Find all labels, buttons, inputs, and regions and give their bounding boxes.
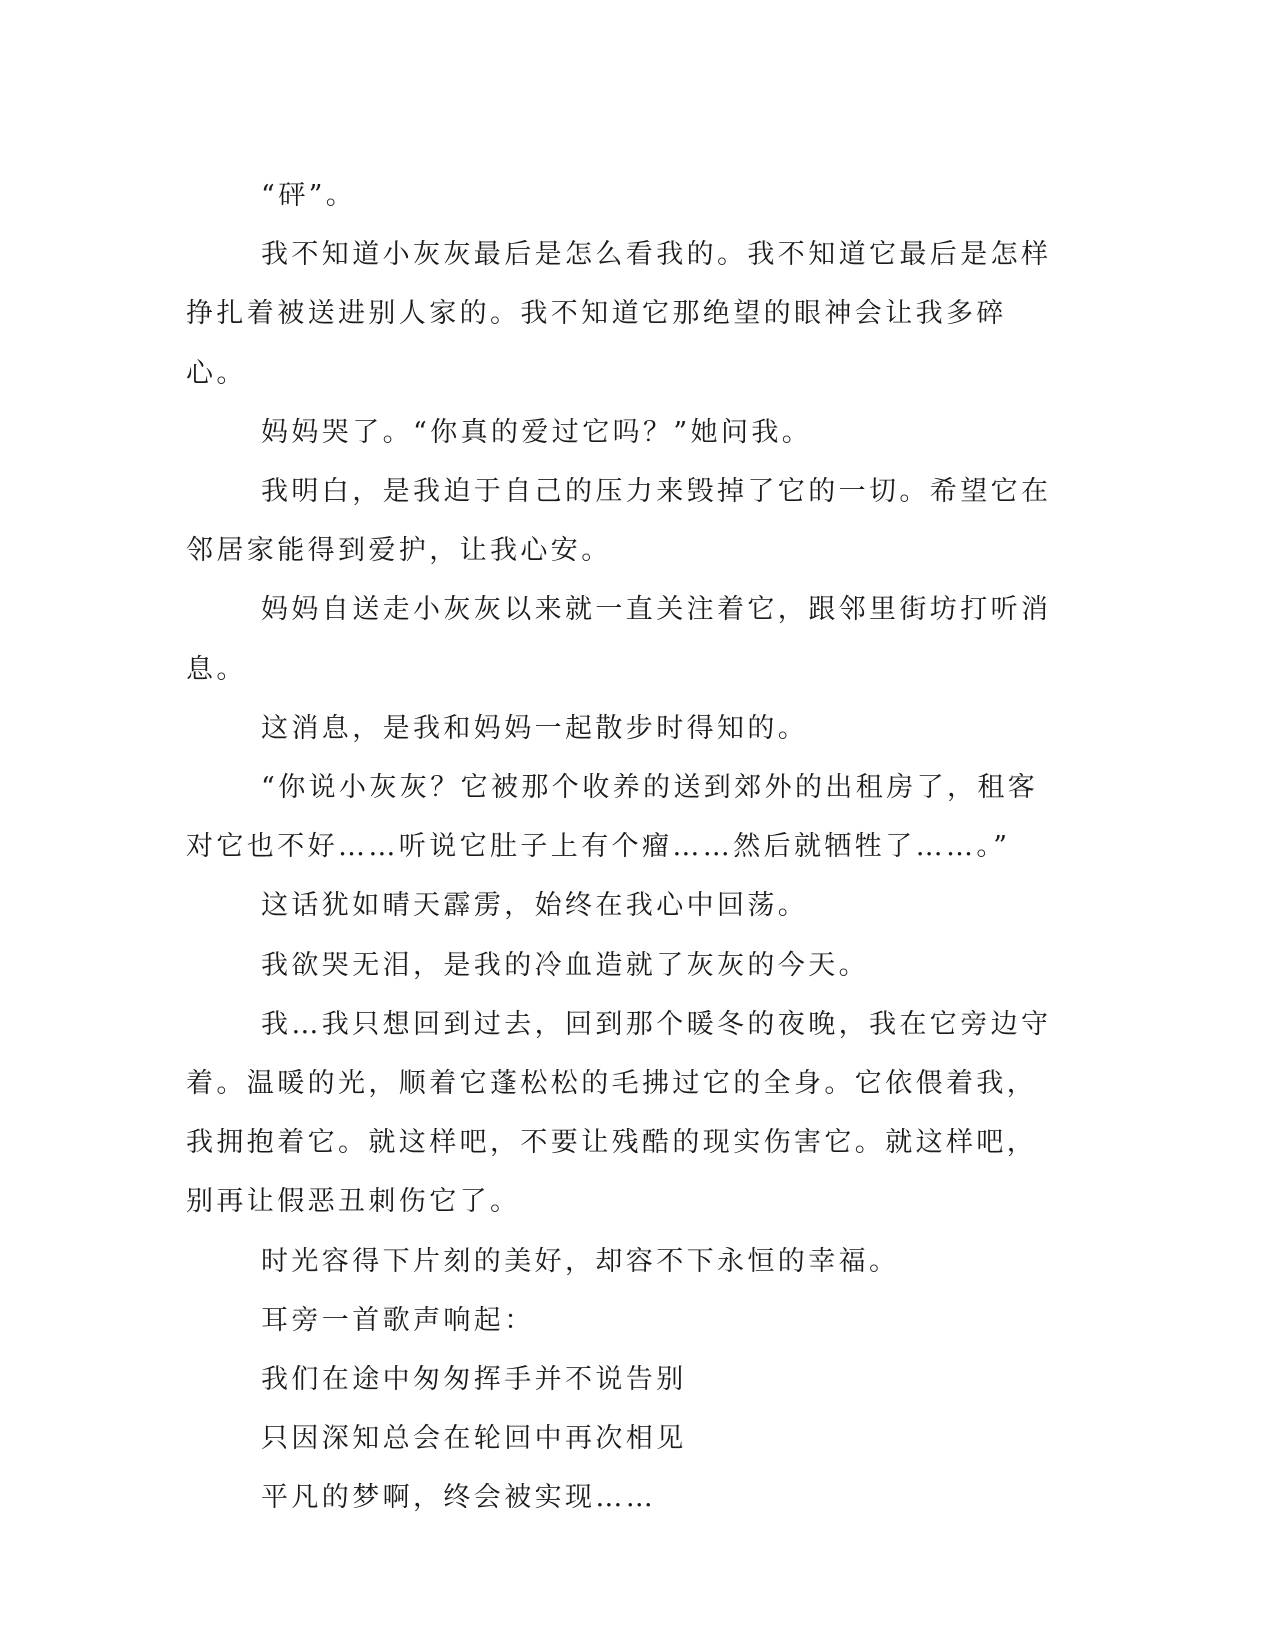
paragraph-9: 我欲哭无泪，是我的冷血造就了灰灰的今天。 bbox=[261, 949, 869, 981]
lyric-line-2: 只因深知总会在轮回中再次相见 bbox=[261, 1423, 687, 1455]
paragraph-2: 我不知道小灰灰最后是怎么看我的。我不知道它最后是怎样挣扎着被送进别人家的。我不知道它那绝望的眼神会让我多碎心。 bbox=[186, 239, 1052, 389]
paragraph-10: 我…我只想回到过去，回到那个暖冬的夜晚，我在它旁边守着。温暖的光，顺着它蓬松松的毛拂过它的全身。它依偎着我，我拥抱着它。就这样吧，不要让残酷的现实伤害它。就这样吧，别再让假恶丑刺伤它了。 bbox=[186, 1008, 1052, 1218]
paragraph-4: 我明白，是我迫于自己的压力来毁掉了它的一切。希望它在邻居家能得到爱护，让我心安。 bbox=[186, 476, 1052, 567]
document-body bbox=[186, 166, 1066, 1528]
paragraph-8: 这话犹如晴天霹雳，始终在我心中回荡。 bbox=[261, 890, 809, 922]
paragraph-1: “砰”。 bbox=[261, 180, 357, 211]
lyric-line-1: 我们在途中匆匆挥手并不说告别 bbox=[261, 1364, 687, 1396]
paragraph-7: “你说小灰灰？它被那个收养的送到郊外的出租房了，租客对它也不好……听说它肚子上有个瘤……然后就牺牲了……。” bbox=[186, 772, 1039, 863]
lyric-line-3: 平凡的梦啊，终会被实现…… bbox=[261, 1482, 657, 1514]
paragraph-12: 耳旁一首歌声响起： bbox=[261, 1304, 535, 1336]
paragraph-6: 这消息，是我和妈妈一起散步时得知的。 bbox=[261, 712, 809, 744]
paragraph-3: 妈妈哭了。“你真的爱过它吗？”她问我。 bbox=[261, 416, 813, 448]
paragraph-11: 时光容得下片刻的美好，却容不下永恒的幸福。 bbox=[261, 1245, 900, 1277]
paragraph-5: 妈妈自送走小灰灰以来就一直关注着它，跟邻里街坊打听消息。 bbox=[186, 594, 1052, 685]
